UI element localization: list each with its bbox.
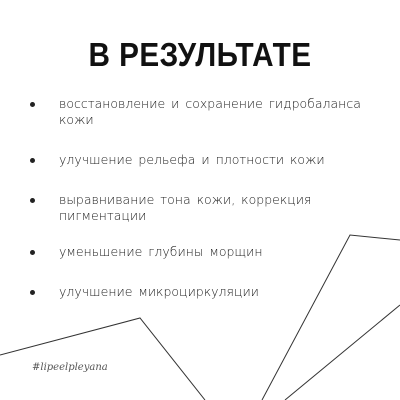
list-item-text: улучшение рельефа и плотности кожи xyxy=(59,152,325,167)
list-item-text: восстановление и сохранение гидробаланса кожи xyxy=(59,96,361,127)
bullet-icon xyxy=(30,198,35,203)
decorative-line-left xyxy=(0,318,205,400)
decorative-line-diagonal xyxy=(285,305,400,400)
hashtag-watermark: #lipeelpleyana xyxy=(32,362,108,373)
list-item-text: выравнивание тона кожи, коррекция пигментации xyxy=(59,192,312,223)
list-item-text: улучшение микроциркуляции xyxy=(59,284,259,299)
page-title: В РЕЗУЛЬТАТЕ xyxy=(88,36,312,73)
bullet-icon xyxy=(30,250,35,255)
bullet-icon xyxy=(30,158,35,163)
bullet-icon xyxy=(30,290,35,295)
bullet-icon xyxy=(30,102,35,107)
list-item-text: уменьшение глубины морщин xyxy=(59,244,263,259)
